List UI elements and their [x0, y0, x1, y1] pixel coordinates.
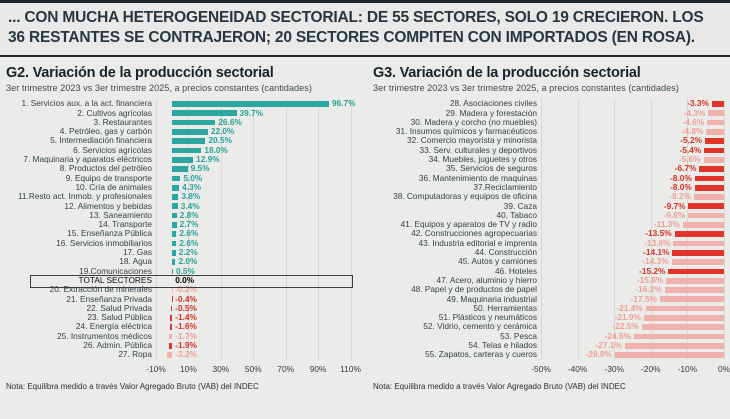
bar-row	[156, 155, 357, 164]
category-label: 20. Extracción de minerales	[49, 284, 152, 295]
value-label: -15.8%	[636, 274, 664, 285]
bar-row	[541, 267, 724, 276]
category-label: 28. Asociaciones civiles	[449, 98, 537, 109]
value-label: -14.3%	[642, 256, 669, 267]
teal-bar	[172, 166, 187, 172]
value-label: -11.3%	[653, 219, 680, 230]
value-label: -1.6%	[175, 321, 197, 332]
category-label: 53. Pesca	[500, 330, 537, 341]
value-label: -4.8%	[681, 126, 704, 137]
bar-row	[541, 183, 724, 192]
teal-bar	[172, 241, 176, 247]
red-bar	[704, 148, 724, 154]
chart-g3	[373, 65, 730, 391]
value-label: -21.4%	[616, 302, 643, 313]
value-label: -8.0%	[670, 172, 692, 183]
x-tick-label: 50%	[244, 363, 262, 374]
chart-g2-bars	[156, 99, 357, 359]
bar-row	[541, 164, 724, 173]
pink-bar	[665, 287, 724, 293]
bar-row	[541, 211, 724, 220]
category-label: 13. Saneamiento	[89, 209, 152, 220]
red-bar	[688, 203, 724, 209]
category-label: 55. Zapatos, carteras y cueros	[424, 349, 537, 360]
value-label: -4.3%	[683, 107, 706, 118]
teal-bar	[172, 110, 236, 116]
value-label: 3.4%	[180, 200, 200, 211]
category-label: 10. Cría de animales	[75, 181, 152, 192]
bar-row	[541, 220, 724, 229]
pink-bar	[660, 296, 724, 302]
chart-g3-category-labels	[373, 99, 541, 359]
headline-banner	[0, 0, 730, 57]
pink-bar	[615, 352, 724, 358]
value-label: -5.4%	[679, 144, 702, 155]
category-label: 44. Construcción	[474, 247, 537, 258]
value-label: 0.0%	[175, 274, 195, 285]
teal-bar	[172, 101, 329, 107]
category-label: 23. Salud Pública	[87, 312, 152, 323]
category-label: 7. Maquinaria y aparatos eléctricos	[23, 154, 152, 165]
red-bar	[695, 185, 724, 191]
value-label: 2.6%	[179, 228, 199, 239]
teal-bar	[172, 185, 179, 191]
category-label: 39. Caza	[503, 200, 537, 211]
category-label: 6. Servicios agrícolas	[73, 144, 152, 155]
value-label: -5.2%	[680, 135, 702, 146]
value-label: -1.9%	[175, 340, 197, 350]
pink-bar	[167, 352, 172, 358]
bar-row	[541, 248, 724, 257]
category-label: 35. Servicios de seguros	[446, 163, 537, 174]
chart-g2-category-labels	[6, 99, 156, 359]
teal-bar	[172, 120, 215, 126]
category-label: 2. Cultivos agrícolas	[77, 107, 152, 118]
x-tick-label: -50%	[531, 363, 551, 374]
value-label: -14.1%	[643, 247, 670, 258]
bar-row	[156, 350, 357, 359]
chart-g3-x-axis	[531, 363, 730, 376]
teal-bar	[172, 213, 177, 219]
bar-row	[541, 276, 724, 285]
category-label: 41. Equipos y aparatos de TV y radio	[400, 219, 537, 230]
pink-bar	[683, 222, 724, 228]
bar-row	[541, 350, 724, 359]
x-tick-label: -40%	[567, 363, 588, 374]
x-tick-label: -10%	[677, 363, 698, 374]
teal-bar	[172, 231, 176, 237]
category-label: 31. Insumos químicos y farmacéuticos	[395, 126, 537, 137]
x-tick-label: 0%	[717, 363, 730, 374]
value-label: 5.0%	[183, 172, 203, 183]
category-label: 18. Agua	[119, 256, 152, 267]
value-label: 2.6%	[179, 237, 199, 248]
value-label: 0.5%	[176, 265, 195, 276]
category-label: 37.Reciclamiento	[473, 181, 537, 192]
chart-g3-bars	[541, 99, 724, 359]
bar-row	[541, 229, 724, 238]
pink-bar	[169, 334, 172, 340]
teal-bar	[172, 194, 178, 200]
bar-row	[541, 322, 724, 331]
red-bar	[705, 138, 724, 144]
value-label: -4.6%	[682, 116, 705, 127]
pink-bar	[642, 324, 724, 330]
value-label: 2.2%	[178, 247, 198, 258]
value-label: -1.4%	[175, 312, 197, 323]
value-label: -8.0%	[670, 181, 692, 192]
chart-g2-plot-area	[156, 99, 357, 359]
x-tick-label: 90%	[309, 363, 327, 374]
value-label: -16.2%	[635, 284, 662, 295]
category-label: 21. Enseñanza Privada	[66, 293, 152, 304]
gridline	[724, 99, 725, 359]
chart-g2-note: Nota: Equilibra medido a través Valor Agregado Bruto (VAB) del INDEC	[6, 381, 259, 391]
chart-g3-subtitle: 3er trimestre 2023 vs 3er trimestre 2025, a precios constantes (cantidades)	[373, 83, 679, 94]
bar-row	[541, 202, 724, 211]
pink-bar	[707, 120, 724, 126]
category-label: 42. Construcciones agropecuarias	[411, 228, 537, 239]
pink-bar	[646, 306, 724, 312]
bar-row	[156, 118, 357, 127]
red-bar	[171, 306, 172, 312]
pink-bar	[694, 194, 724, 200]
red-bar	[712, 101, 724, 107]
category-label: 30. Madera y corcho (no muebles)	[410, 116, 537, 127]
category-label: 40. Tabaco	[496, 209, 537, 220]
x-tick-label: -10%	[146, 363, 166, 374]
value-label: -15.2%	[639, 265, 666, 276]
category-label: 32. Comercio mayorista y minorista	[406, 135, 537, 146]
red-bar	[172, 296, 173, 302]
pink-bar	[704, 157, 724, 163]
x-tick-label: -20%	[641, 363, 661, 374]
teal-bar	[172, 138, 205, 144]
category-label: 24. Energía eléctrica	[75, 321, 152, 332]
teal-bar	[172, 222, 176, 228]
value-label: 3.8%	[181, 191, 201, 202]
value-label: -1.7%	[175, 330, 197, 341]
pink-bar	[706, 129, 724, 135]
category-label: 27. Ropa	[118, 349, 152, 360]
category-label: 8. Productos del petróleo	[59, 163, 152, 174]
value-label: -21.9%	[614, 312, 641, 323]
bar-row	[541, 155, 724, 164]
category-label: 25. Instrumentos médicos	[57, 330, 152, 341]
bar-row	[541, 341, 724, 350]
value-label: -9.7%	[663, 200, 686, 211]
bar-row	[156, 127, 357, 136]
value-label: -29.8%	[585, 349, 612, 360]
category-label: 12. Alimentos y bebidas	[64, 200, 152, 211]
chart-g3-title: G3. Variación de la producción sectorial	[373, 65, 641, 82]
x-tick-label: 70%	[277, 363, 295, 374]
teal-bar	[172, 203, 178, 209]
value-label: 4.3%	[182, 181, 202, 192]
bar-row	[541, 192, 724, 201]
headline-text: ... CON MUCHA HETEROGENEIDAD SECTORIAL: DE 55 SECTORES, SOLO 19 CRECIERON. LOS 36 RESTANTES SE CONTRAJERON; 20 SECTORES COMPITEN CON IMPORTADOS (EN ROSA).	[8, 9, 704, 47]
category-label: 48. Papel y de productos de papel	[411, 284, 537, 295]
red-bar	[672, 250, 724, 256]
teal-bar	[172, 259, 175, 265]
bar-row	[156, 146, 357, 155]
category-label: 46. Hoteles	[495, 265, 537, 276]
value-label: -3.3%	[687, 98, 709, 109]
category-label: 34. Muebles, juguetes y otros	[428, 154, 537, 165]
pink-bar	[634, 334, 724, 340]
chart-g2	[6, 65, 361, 391]
red-bar	[170, 315, 172, 321]
pink-bar	[688, 213, 724, 219]
pink-bar	[672, 259, 724, 265]
teal-bar	[172, 148, 201, 154]
category-label: 5. Intermediación financiera	[50, 135, 152, 146]
red-bar	[699, 166, 724, 172]
value-label: 22.0%	[210, 126, 235, 137]
category-label: 43. Industria editorial e imprenta	[418, 237, 537, 248]
value-label: -13.5%	[645, 228, 672, 239]
category-label: 36. Mantenimiento de maquinas	[418, 172, 537, 183]
category-label: 16. Servicios inmobiliarios	[56, 237, 152, 248]
category-label: 15. Enseñanza Pública	[67, 228, 152, 239]
value-label: 26.6%	[218, 116, 242, 127]
value-label: -17.5%	[630, 293, 657, 304]
value-label: -24.6%	[604, 330, 631, 341]
red-bar	[169, 343, 172, 349]
value-label: -3.2%	[175, 349, 197, 360]
teal-bar	[172, 129, 208, 135]
value-label: -6.7%	[674, 163, 697, 174]
category-label: 49. Maquinaria industrial	[446, 293, 537, 304]
red-bar	[170, 324, 173, 330]
value-label: 96.7%	[331, 98, 356, 109]
value-label: 2.7%	[179, 219, 199, 230]
pink-bar	[673, 241, 724, 247]
pink-bar	[625, 343, 724, 349]
pink-bar	[708, 110, 724, 116]
value-label: 2.8%	[179, 209, 199, 220]
category-label: 1. Servicios aux. a la act. financiera	[21, 98, 152, 109]
value-label: 12.9%	[196, 154, 220, 165]
red-bar	[675, 231, 724, 237]
bar-row	[156, 109, 357, 118]
category-label: 26. Admin. Pública	[83, 340, 152, 350]
teal-bar	[172, 157, 193, 163]
value-label: -22.5%	[612, 321, 639, 332]
pink-bar	[644, 315, 724, 321]
x-tick-label: 110%	[340, 363, 361, 374]
value-label: 2.0%	[178, 256, 198, 267]
value-label: -5.6%	[678, 154, 701, 165]
bar-row	[541, 239, 724, 248]
value-label: -13.8%	[644, 237, 671, 248]
chart-g2-plot	[6, 99, 357, 359]
category-label: 3. Restaurantes	[93, 116, 152, 127]
category-label: 11.Resto act. Inmob. y profesionales	[17, 191, 152, 202]
category-label: 50. Herramientas	[473, 302, 537, 313]
red-bar	[695, 176, 724, 182]
category-label: 22. Salud Privada	[86, 302, 152, 313]
bar-row	[156, 136, 357, 145]
teal-bar	[172, 176, 180, 182]
category-label: 19.Comunicaciones	[79, 265, 152, 276]
category-label: 4. Petróleo, gas y carbón	[59, 126, 152, 137]
pink-bar	[666, 278, 724, 284]
total-row-label: TOTAL SECTORES	[78, 274, 152, 285]
value-label: -0.5%	[175, 302, 197, 313]
teal-bar	[172, 269, 173, 275]
category-label: 51. Plásticos y neumáticos	[438, 312, 537, 323]
category-label: 9. Equipo de transporte	[65, 172, 152, 183]
value-label: 20.5%	[208, 135, 232, 146]
charts-region	[0, 57, 730, 390]
chart-g2-x-axis	[146, 363, 361, 376]
chart-g3-plot-area	[541, 99, 724, 359]
category-label: 52. Vidrio, cemento y cerámica	[423, 321, 537, 332]
chart-g3-plot	[373, 99, 724, 359]
category-label: 33. Serv. culturales y deportivos	[419, 144, 537, 155]
x-tick-label: -30%	[604, 363, 624, 374]
x-tick-label: 10%	[180, 363, 197, 374]
value-label: 39.7%	[239, 107, 264, 118]
category-label: 14. Transporte	[98, 219, 152, 230]
chart-g2-subtitle: 3er trimestre 2023 vs 3er trimestre 2025, a precios constantes (cantidades)	[6, 83, 312, 94]
bar-row	[541, 332, 724, 341]
value-label: -8.2%	[669, 191, 691, 202]
chart-g2-title: G2. Variación de la producción sectorial	[6, 65, 274, 82]
category-label: 45. Autos y camiones	[458, 256, 537, 267]
red-bar	[668, 269, 724, 275]
category-label: 38. Computadoras y equipos de oficina	[393, 191, 537, 202]
value-label: 18.0%	[204, 144, 228, 155]
value-label: 9.5%	[190, 163, 210, 174]
bar-row	[541, 257, 724, 266]
value-label: -0.4%	[175, 293, 197, 304]
value-label: -27.1%	[595, 340, 622, 350]
value-label: -9.8%	[663, 209, 686, 220]
category-label: 29. Madera y forestación	[445, 107, 537, 118]
x-tick-label: 30%	[212, 363, 230, 374]
chart-g3-note: Nota: Equilibra medido a través Valor Agregado Bruto (VAB) del INDEC	[373, 381, 626, 391]
category-label: 54. Telas e hilados	[468, 340, 537, 350]
category-label: 17. Gas	[122, 247, 152, 258]
teal-bar	[172, 250, 176, 256]
value-label: -0.2%	[175, 284, 197, 295]
category-label: 47. Acero, aluminio y hierro	[436, 274, 537, 285]
bar-row	[541, 174, 724, 183]
